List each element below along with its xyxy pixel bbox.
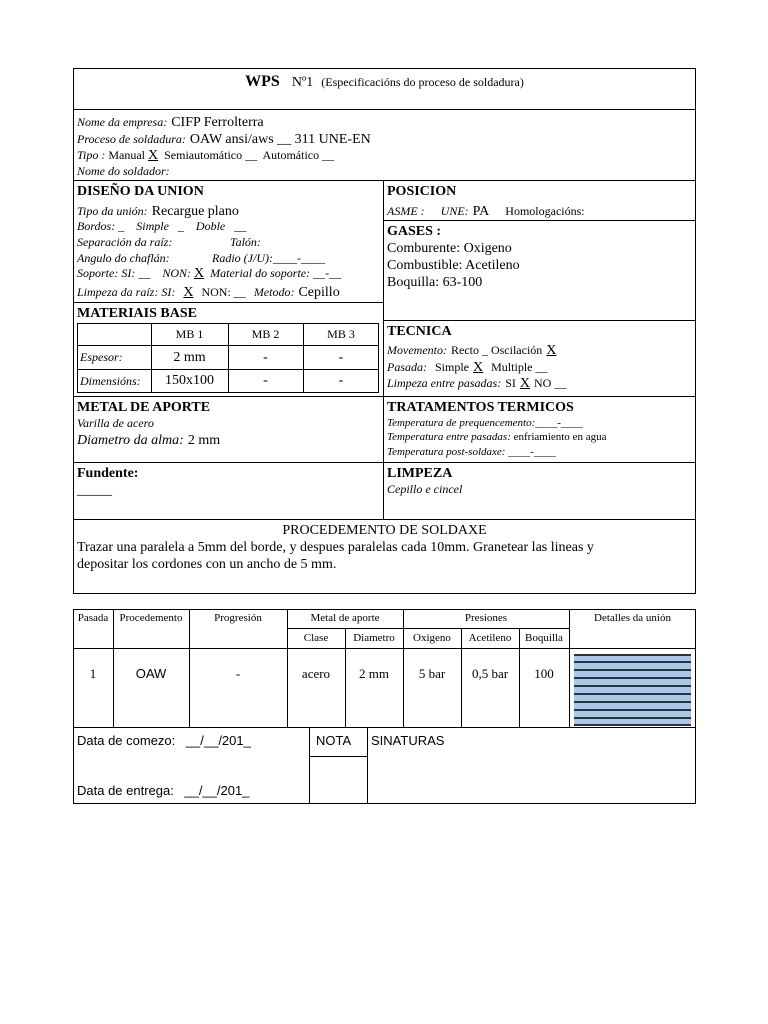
company-value: CIFP Ferrolterra	[171, 115, 264, 130]
divider	[309, 727, 310, 804]
td-progresion: -	[235, 666, 241, 681]
welder-label: Nome do soldador:	[77, 164, 170, 178]
divider	[73, 519, 696, 520]
union-title: DISEÑO DA UNION	[77, 184, 204, 199]
th-metal: Metal de aporte	[310, 612, 380, 624]
divider	[383, 220, 696, 221]
process-line: Proceso de soldadura: OAW ansi/aws __ 311 UNE-EN	[77, 132, 371, 147]
procedemento-title: PROCEDEMENTO DE SOLDAXE	[282, 523, 487, 538]
fundente-value: _____	[77, 483, 112, 498]
company-line: Nome da empresa: CIFP Ferrolterra	[77, 115, 264, 130]
limpeza-raiz-line: Limpeza da raíz: SI: X NON: __ Metodo: Cepillo	[77, 285, 340, 300]
wps-subtitle: (Especificacións do proceso de soldadura)	[321, 75, 524, 89]
movemento-line: Movemento: Recto _ Oscilación X	[387, 343, 557, 358]
bordos-line: Bordos: _ Simple _ Doble __	[77, 219, 247, 233]
type-line: Tipo : Manual X Semiautomático __ Automático __	[77, 148, 335, 163]
radio-label: Radio (J/U):____-____	[212, 251, 325, 265]
table-line	[569, 609, 570, 728]
td-oxigeno: 5 bar	[418, 666, 446, 681]
th-oxigeno: Oxigeno	[413, 632, 451, 644]
divider	[383, 320, 696, 321]
diametro-line: Diametro da alma: 2 mm	[77, 433, 221, 448]
nota-label: NOTA	[316, 733, 352, 748]
th-clase: Clase	[303, 632, 329, 644]
th-acetileno: Acetileno	[468, 632, 512, 644]
th-progresion: Progresión	[214, 612, 262, 624]
manual-mark: X	[148, 148, 159, 163]
divider	[73, 180, 696, 181]
procedemento-line2: depositar los cordones con un ancho de 5 mm.	[77, 557, 337, 572]
divider	[73, 462, 696, 463]
th-pasada: Pasada	[77, 612, 109, 624]
td-diametro: 2 mm	[359, 666, 389, 681]
gases-title: GASES :	[387, 224, 442, 239]
espesor-mb3: -	[338, 350, 344, 365]
td-pasada: 1	[89, 666, 97, 681]
espesor-mb2: -	[263, 350, 268, 365]
union-type-value: Recargue plano	[151, 204, 239, 219]
union-type-line: Tipo da unión: Recargue plano	[77, 204, 239, 219]
th-diametro: Diametro	[353, 632, 395, 644]
entre-value: enfriamiento en agua	[513, 431, 607, 443]
wps-title: WPS	[245, 73, 280, 90]
simple-mark: X	[473, 360, 484, 375]
metodo-value: Cepillo	[298, 285, 340, 300]
non-mark: X	[194, 266, 205, 281]
th-presiones: Presiones	[464, 612, 508, 624]
sinaturas-label: SINATURAS	[371, 733, 445, 748]
mb1-header: MB 1	[175, 327, 204, 341]
joint-detail-image	[574, 654, 691, 726]
th-procedemento: Procedemento	[119, 612, 183, 624]
td-boquilla: 100	[534, 666, 554, 681]
divider	[309, 756, 367, 757]
divider	[383, 180, 384, 519]
mb2-header: MB 2	[251, 327, 280, 341]
comezo-line: Data de comezo: __/__/201_	[77, 733, 251, 748]
pasada-line: Pasada: Simple X Multiple __	[387, 360, 548, 375]
diametro-value: 2 mm	[187, 433, 221, 448]
dimensions-mb2: -	[263, 373, 268, 388]
limpeza-value: Cepillo e cincel	[387, 482, 463, 496]
limpeza-pasadas-line: Limpeza entre pasadas: SI X NO __	[387, 376, 567, 391]
wps-number: Nº1	[291, 75, 314, 90]
procedemento-line1: Trazar una paralela a 5mm del borde, y despues paralelas cada 10mm. Granetear las lineas y	[77, 540, 594, 555]
oscilacion-mark: X	[546, 343, 557, 358]
posicion-title: POSICION	[387, 184, 457, 199]
divider	[73, 396, 696, 397]
angulo-label: Angulo do chaflán:	[77, 251, 170, 265]
tecnica-title: TECNICA	[387, 324, 452, 339]
materiais-title: MATERIAIS BASE	[77, 306, 197, 321]
table-line	[73, 648, 696, 649]
comburente: Comburente: Oxigeno	[387, 241, 512, 256]
espesor-mb1: 2 mm	[173, 350, 206, 365]
process-value: OAW ansi/aws __ 311 UNE-EN	[189, 132, 371, 147]
mb3-header: MB 3	[327, 327, 355, 341]
th-detalles: Detalles da unión	[594, 612, 671, 624]
divider	[73, 109, 696, 110]
espesor-label: Espesor:	[80, 350, 123, 364]
limpeza-si-mark: X	[519, 376, 531, 391]
une-value: PA	[472, 204, 490, 219]
posicion-line: ASME : UNE: PA Homologacións:	[387, 204, 585, 219]
dimensions-mb3: -	[338, 373, 344, 388]
limpeza-title: LIMPEZA	[387, 466, 453, 481]
divider	[73, 302, 383, 303]
combustible: Combustible: Acetileno	[387, 258, 520, 273]
aporte-title: METAL DE APORTE	[77, 400, 211, 415]
tratamentos-title: TRATAMENTOS TERMICOS	[387, 400, 574, 415]
divider	[367, 727, 368, 804]
td-acetileno: 0,5 bar	[471, 666, 509, 681]
entre-line: Temperatura entre pasadas: enfriamiento en agua	[387, 431, 607, 443]
entrega-line: Data de entrega: __/__/201_	[77, 783, 250, 798]
td-clase: acero	[301, 666, 331, 681]
form-header	[73, 74, 696, 90]
varilla: Varilla de acero	[77, 416, 154, 430]
table-line	[287, 628, 569, 629]
boquilla: Boquilla: 63-100	[387, 275, 483, 290]
td-procedemento: OAW	[135, 666, 167, 681]
th-boquilla: Boquilla	[525, 632, 563, 644]
talon-label: Talón:	[230, 235, 261, 249]
dimensions-mb1: 150x100	[165, 373, 214, 388]
comezo-value: __/__/201_	[185, 733, 251, 748]
fundente-title: Fundente:	[77, 466, 139, 481]
dimensions-label: Dimensións:	[80, 374, 141, 388]
soporte-line: Soporte: SI: __ NON: X Material do soporte: __-__	[77, 266, 342, 281]
separacion-label: Separación da raíz:	[77, 235, 173, 249]
prequen-line: Temperatura de prequencemento:____-____	[387, 417, 583, 429]
post-line: Temperatura post-soldaxe: ____-____	[387, 446, 556, 458]
limpeza-raiz-mark: X	[183, 285, 194, 300]
entrega-value: __/__/201_	[184, 783, 250, 798]
